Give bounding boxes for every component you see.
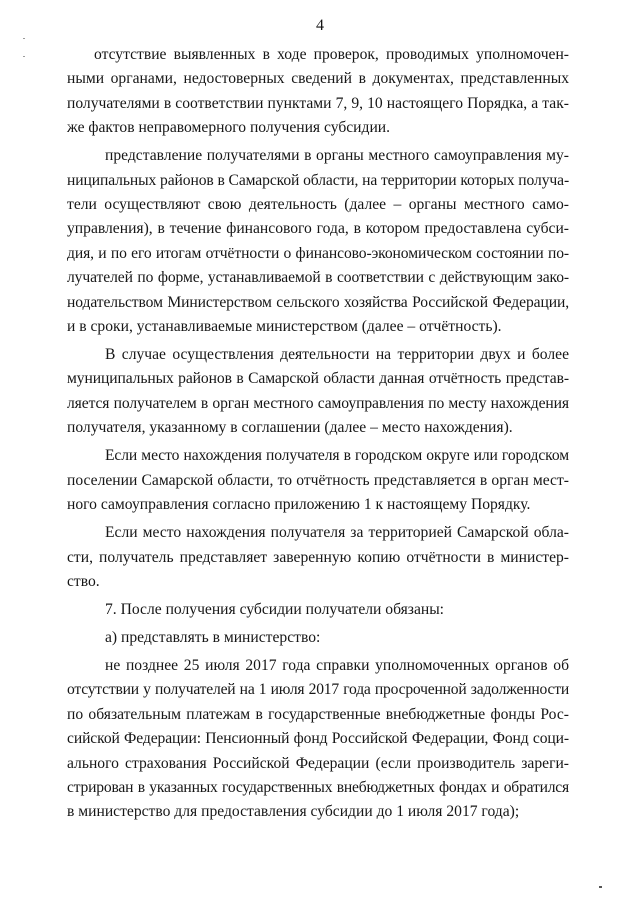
paragraph xyxy=(67,598,569,622)
text-line: нодательством Министерством сельского хозяйства Российской Федерации, xyxy=(67,293,569,311)
text-line: поселении Самарской области, то отчётность представляется в орган мест- xyxy=(67,471,569,489)
scan-speck xyxy=(599,886,602,888)
paragraph xyxy=(67,521,569,594)
paragraph xyxy=(67,43,569,141)
text-line: ниципальных районов в Самарской области, на территории которых получа- xyxy=(67,171,570,189)
paragraph xyxy=(67,626,569,650)
paragraph xyxy=(67,654,569,825)
paragraph xyxy=(67,444,569,517)
text-line: 7. После получения субсидии получатели обязаны: xyxy=(105,600,445,618)
paragraph xyxy=(67,343,569,441)
text-line: получателя, указанному в соглашении (далее – место нахождения). xyxy=(67,419,513,437)
text-line: отсутствии у получателей на 1 июля 2017 года просроченной задолженности xyxy=(67,681,569,699)
text-line: дия, и по его итогам отчётности о финансово-экономическом состоянии по- xyxy=(67,244,569,262)
text-line: сийской Федерации: Пенсионный фонд Российской Федерации, Фонд соци- xyxy=(67,730,569,748)
scan-speck xyxy=(23,38,25,39)
text-line: В случае осуществления деятельности на территории двух и более xyxy=(105,346,569,364)
text-line: представление получателями в органы местного самоуправления му- xyxy=(105,147,569,165)
body-text xyxy=(67,43,569,825)
text-line: и в сроки, устанавливаемые министерством (далее – отчётность). xyxy=(67,318,502,336)
text-line: ного самоуправления согласно приложению 1 к настоящему Порядку. xyxy=(67,496,531,514)
text-line: сти, получатель представляет заверенную копию отчётности в министер- xyxy=(67,548,569,566)
text-line: управления), в течение финансового года, в котором предоставлена субси- xyxy=(67,220,569,238)
text-line: ляется получателем в орган местного самоуправления по месту нахождения xyxy=(67,394,569,412)
text-line: лучателей по форме, устанавливаемой в соответствии с действующим зако- xyxy=(67,269,569,287)
text-line: по обязательным платежам в государственные внебюджетные фонды Рос- xyxy=(67,705,569,723)
text-line: Если место нахождения получателя в городском округе или городском xyxy=(105,447,569,465)
text-line: тели осуществляют свою деятельность (далее – органы местного само- xyxy=(67,196,569,214)
scan-speck xyxy=(23,56,25,57)
paragraph xyxy=(67,144,569,339)
text-line: же фактов неправомерного получения субсидии. xyxy=(67,119,391,137)
text-line: муниципальных районов в Самарской области данная отчётность представ- xyxy=(67,370,569,388)
text-line: в министерство для предоставления субсидии до 1 июля 2017 года); xyxy=(67,803,520,821)
text-line: стрирован в указанных государственных внебюджетных фондах и обратился xyxy=(67,778,569,796)
text-line: не позднее 25 июля 2017 года справки уполномоченных органов об xyxy=(105,656,569,674)
text-line: Если место нахождения получателя за территорией Самарской обла- xyxy=(105,524,569,542)
text-line: получателями в соответствии пунктами 7, 9, 10 настоящего Порядка, а так- xyxy=(67,94,569,112)
text-line: ными органами, недостоверных сведений в документах, представленных xyxy=(67,70,569,88)
text-line: ального страхования Российской Федерации (если производитель зареги- xyxy=(67,754,569,772)
text-line: ство. xyxy=(67,572,100,590)
text-line: отсутствие выявленных в ходе проверок, проводимых уполномочен- xyxy=(94,46,569,63)
text-line: а) представлять в министерство: xyxy=(105,628,321,646)
page-number: 4 xyxy=(316,17,324,34)
